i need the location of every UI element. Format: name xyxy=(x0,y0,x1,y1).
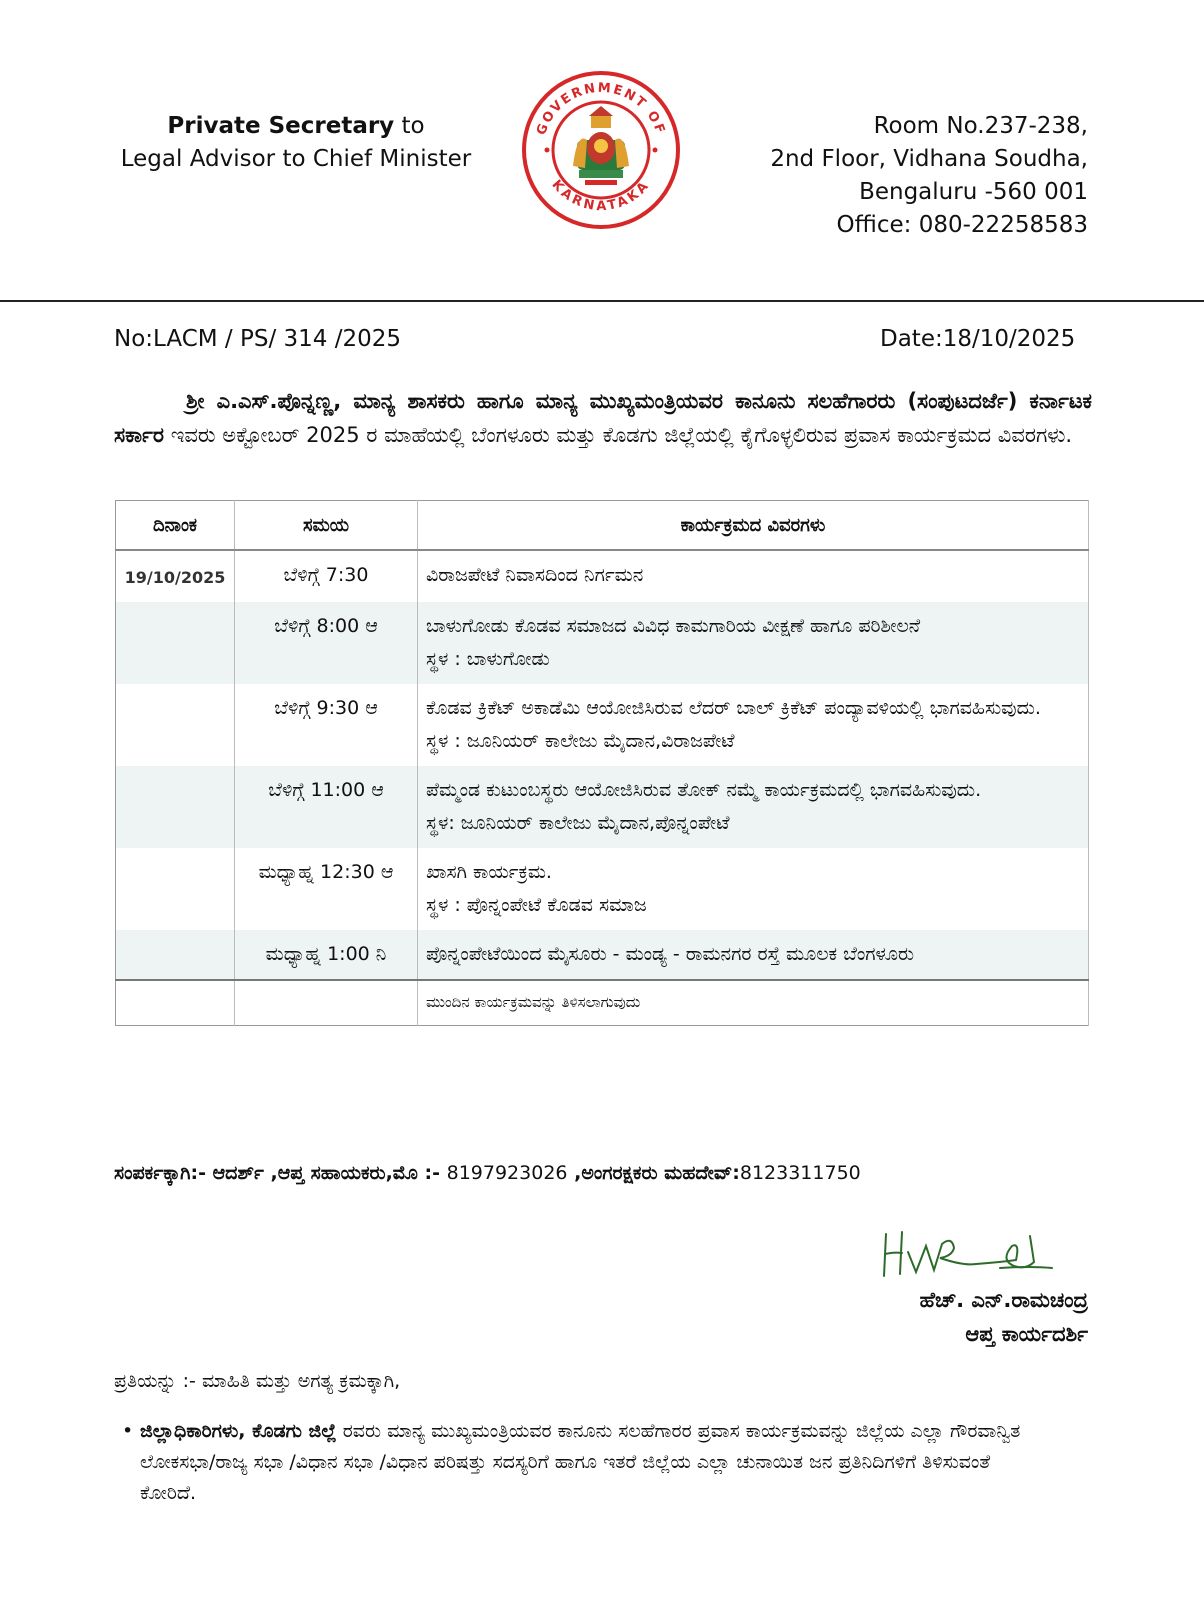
svg-text:GOVERNMENT OF: GOVERNMENT OF xyxy=(534,80,668,138)
recipient-text xyxy=(140,1416,1022,1509)
row-time: ಮಧ್ಯಾಹ್ನ 1:00 ನಿ xyxy=(235,930,418,980)
office-phone: Office: 080-22258583 xyxy=(836,212,1088,238)
copy-recipient-item xyxy=(122,1416,1022,1509)
table-note: ಮುಂದಿನ ಕಾರ್ಯಕ್ರಮವನ್ನು ತಿಳಿಸಲಾಗುವುದು xyxy=(418,980,1089,1026)
svg-text:KARNATAKA: KARNATAKA xyxy=(548,177,654,215)
handwritten-signature xyxy=(880,1226,1080,1286)
row-date: 19/10/2025 xyxy=(116,550,235,602)
signatory-title: ಆಪ್ತ ಕಾರ್ಯದರ್ಶಿ xyxy=(965,1322,1088,1346)
detail-line: ಕೊಡವ ಕ್ರಿಕೆಟ್ ಅಕಾಡೆಮಿ ಆಯೋಜಿಸಿರುವ ಲೆದರ್ ಬಾಲ್ ಕ್ರಿಕೆಟ್ ಪಂದ್ಯಾವಳಿಯಲ್ಲಿ ಭಾಗವಹಿಸುವುದು. xyxy=(426,697,1041,719)
row-date xyxy=(116,848,235,930)
detail-venue: ಸ್ಥಳ : ಪೊನ್ನಂಪೇಟೆ ಕೊಡವ ಸಮಾಜ xyxy=(426,894,647,916)
row-date xyxy=(116,602,235,684)
table-row xyxy=(116,930,1089,980)
copy-to-line: ಪ್ರತಿಯನ್ನು :- ಮಾಹಿತಿ ಮತ್ತು ಅಗತ್ಯ ಕ್ರಮಕ್ಕಾಗಿ, xyxy=(114,1370,401,1392)
row-details xyxy=(418,550,1089,602)
table-row xyxy=(116,684,1089,766)
row-details xyxy=(418,848,1089,930)
row-details xyxy=(418,930,1089,980)
table-note-row xyxy=(116,980,1089,1026)
sender-line-1 xyxy=(96,110,496,143)
detail-venue: ಸ್ಥಳ : ಜೂನಿಯರ್ ಕಾಲೇಜು ಮೈದಾನ,ವಿರಾಜಪೇಟೆ xyxy=(426,730,735,752)
letter-date: Date:18/10/2025 xyxy=(880,326,1076,352)
table-row xyxy=(116,766,1089,848)
recipient-instruction: ರವರು ಮಾನ್ಯ ಮುಖ್ಯಮಂತ್ರಿಯವರ ಕಾನೂನು ಸಲಹೆಗಾರರ ಪ್ರವಾಸ ಕಾರ್ಯಕ್ರಮವನ್ನು ಜಿಲ್ಲೆಯ ಎಲ್ಲಾ ಗೌರವಾನ್ವಿತ ಲೋಕಸಭಾ/ರಾಜ್ಯ ಸಭಾ /ವಿಧಾನ ಸಭಾ /ವಿಧಾನ ಪರಿಷತ್ತು ಸದಸ್ಯರಿಗೆ ಹಾಗೂ ಇತರೆ ಜಿಲ್ಲೆಯ ಎಲ್ಲಾ ಚುನಾಯಿತ ಜನ ಪ್ರತಿನಿದಿಗಳಿಗೆ ತಿಳಿಸುವಂತೆ ಕೋರಿದೆ. xyxy=(140,1420,1021,1504)
intro-bold: ಶ್ರೀ ಎ.ಎಸ್.ಪೊನ್ನಣ್ಣ, ಮಾನ್ಯ ಶಾಸಕರು ಹಾಗೂ ಮಾನ್ಯ ಮುಖ್ಯಮಂತ್ರಿಯವರ ಕಾನೂನು ಸಲಹೆಗಾರರು (ಸಂಪುಟದರ್ಜೆ) ಕರ್ನಾಟಕ ಸರ್ಕಾರ xyxy=(114,389,1092,447)
contact-line xyxy=(114,1162,861,1184)
schedule-table xyxy=(115,500,1089,1026)
address-line: 2nd Floor, Vidhana Soudha, xyxy=(770,146,1088,172)
detail-venue: ಸ್ಥಳ: ಜೂನಿಯರ್ ಕಾಲೇಜು ಮೈದಾನ,ಪೊನ್ನಂಪೇಟೆ xyxy=(426,812,730,834)
row-time: ಬೆಳಿಗ್ಗೆ 11:00 ಆ xyxy=(235,766,418,848)
contact-label-2: ,ಅಂಗರಕ್ಷಕರು ಮಹದೇವ್: xyxy=(567,1162,740,1184)
sender-title: Private Secretary xyxy=(167,113,395,139)
row-details xyxy=(418,766,1089,848)
row-time: ಬೆಳಿಗ್ಗೆ 8:00 ಆ xyxy=(235,602,418,684)
table-row xyxy=(116,848,1089,930)
detail-line: ಖಾಸಗಿ ಕಾರ್ಯಕ್ರಮ. xyxy=(426,861,552,883)
table-row xyxy=(116,550,1089,602)
table-row xyxy=(116,602,1089,684)
header-address xyxy=(728,110,1088,242)
detail-line: ವಿರಾಜಪೇಟೆ ನಿವಾಸದಿಂದ ನಿರ್ಗಮನ xyxy=(426,564,644,586)
header-sender xyxy=(96,110,496,176)
sender-line-2: Legal Advisor to Chief Minister xyxy=(120,146,472,172)
note-empty-cell xyxy=(116,980,235,1026)
row-time: ಬೆಳಿಗ್ಗೆ 7:30 xyxy=(235,550,418,602)
contact-phone-1: 8197923026 xyxy=(446,1162,568,1184)
sender-title-suffix: to xyxy=(394,113,425,139)
intro-rest: ಇವರು ಅಕ್ಟೋಬರ್ 2025 ರ ಮಾಹೆಯಲ್ಲಿ ಬೆಂಗಳೂರು ಮತ್ತು ಕೊಡಗು ಜಿಲ್ಲೆಯಲ್ಲಿ ಕೈಗೊಳ್ಳಲಿರುವ ಪ್ರವಾಸ ಕಾರ್ಯಕ್ರಮದ ವಿವರಗಳು. xyxy=(164,423,1073,447)
row-date xyxy=(116,766,235,848)
karnataka-emblem-logo xyxy=(521,70,681,230)
row-details xyxy=(418,602,1089,684)
address-line: Bengaluru -560 001 xyxy=(859,179,1088,205)
detail-venue: ಸ್ಥಳ : ಬಾಳುಗೋಡು xyxy=(426,648,550,670)
row-time: ಮಧ್ಯಾಹ್ನ 12:30 ಆ xyxy=(235,848,418,930)
contact-label: ಸಂಪರ್ಕಕ್ಕಾಗಿ:- ಆದರ್ಶ್ ,ಆಪ್ತ ಸಹಾಯಕರು,ಮೊ :- xyxy=(114,1162,447,1184)
intro-paragraph xyxy=(114,384,1092,452)
col-header-date: ದಿನಾಂಕ xyxy=(116,501,235,551)
table-header-row xyxy=(116,501,1089,551)
note-empty-cell xyxy=(235,980,418,1026)
header-divider xyxy=(0,300,1204,302)
address-line: Room No.237-238, xyxy=(873,113,1088,139)
detail-line: ಪೊನ್ನಂಪೇಟೆಯಿಂದ ಮೈಸೂರು - ಮಂಡ್ಯ - ರಾಮನಗರ ರಸ್ತೆ ಮೂಲಕ ಬೆಂಗಳೂರು xyxy=(426,943,915,965)
col-header-time: ಸಮಯ xyxy=(235,501,418,551)
reference-number: No:LACM / PS/ 314 /2025 xyxy=(114,326,401,352)
recipient-name: ಜಿಲ್ಲಾಧಿಕಾರಿಗಳು, ಕೊಡಗು ಜಿಲ್ಲೆ xyxy=(140,1420,337,1442)
row-details xyxy=(418,684,1089,766)
row-time: ಬೆಳಿಗ್ಗೆ 9:30 ಆ xyxy=(235,684,418,766)
detail-line: ಪೆಮ್ಮಂಡ ಕುಟುಂಬಸ್ಥರು ಆಯೋಜಿಸಿರುವ ತೋಕ್ ನಮ್ಮೆ ಕಾರ್ಯಕ್ರಮದಲ್ಲಿ ಭಾಗವಹಿಸುವುದು. xyxy=(426,779,982,801)
signatory-name: ಹೆಚ್. ಎನ್.ರಾಮಚಂದ್ರ xyxy=(919,1288,1088,1312)
row-date xyxy=(116,684,235,766)
detail-line: ಬಾಳುಗೋಡು ಕೊಡವ ಸಮಾಜದ ವಿವಿಧ ಕಾಮಗಾರಿಯ ವೀಕ್ಷಣೆ ಹಾಗೂ ಪರಿಶೀಲನೆ xyxy=(426,615,921,637)
col-header-details: ಕಾರ್ಯಕ್ರಮದ ವಿವರಗಳು xyxy=(418,501,1089,551)
bullet-dot-icon: • xyxy=(122,1420,134,1442)
contact-phone-2: 8123311750 xyxy=(739,1162,861,1184)
row-date xyxy=(116,930,235,980)
